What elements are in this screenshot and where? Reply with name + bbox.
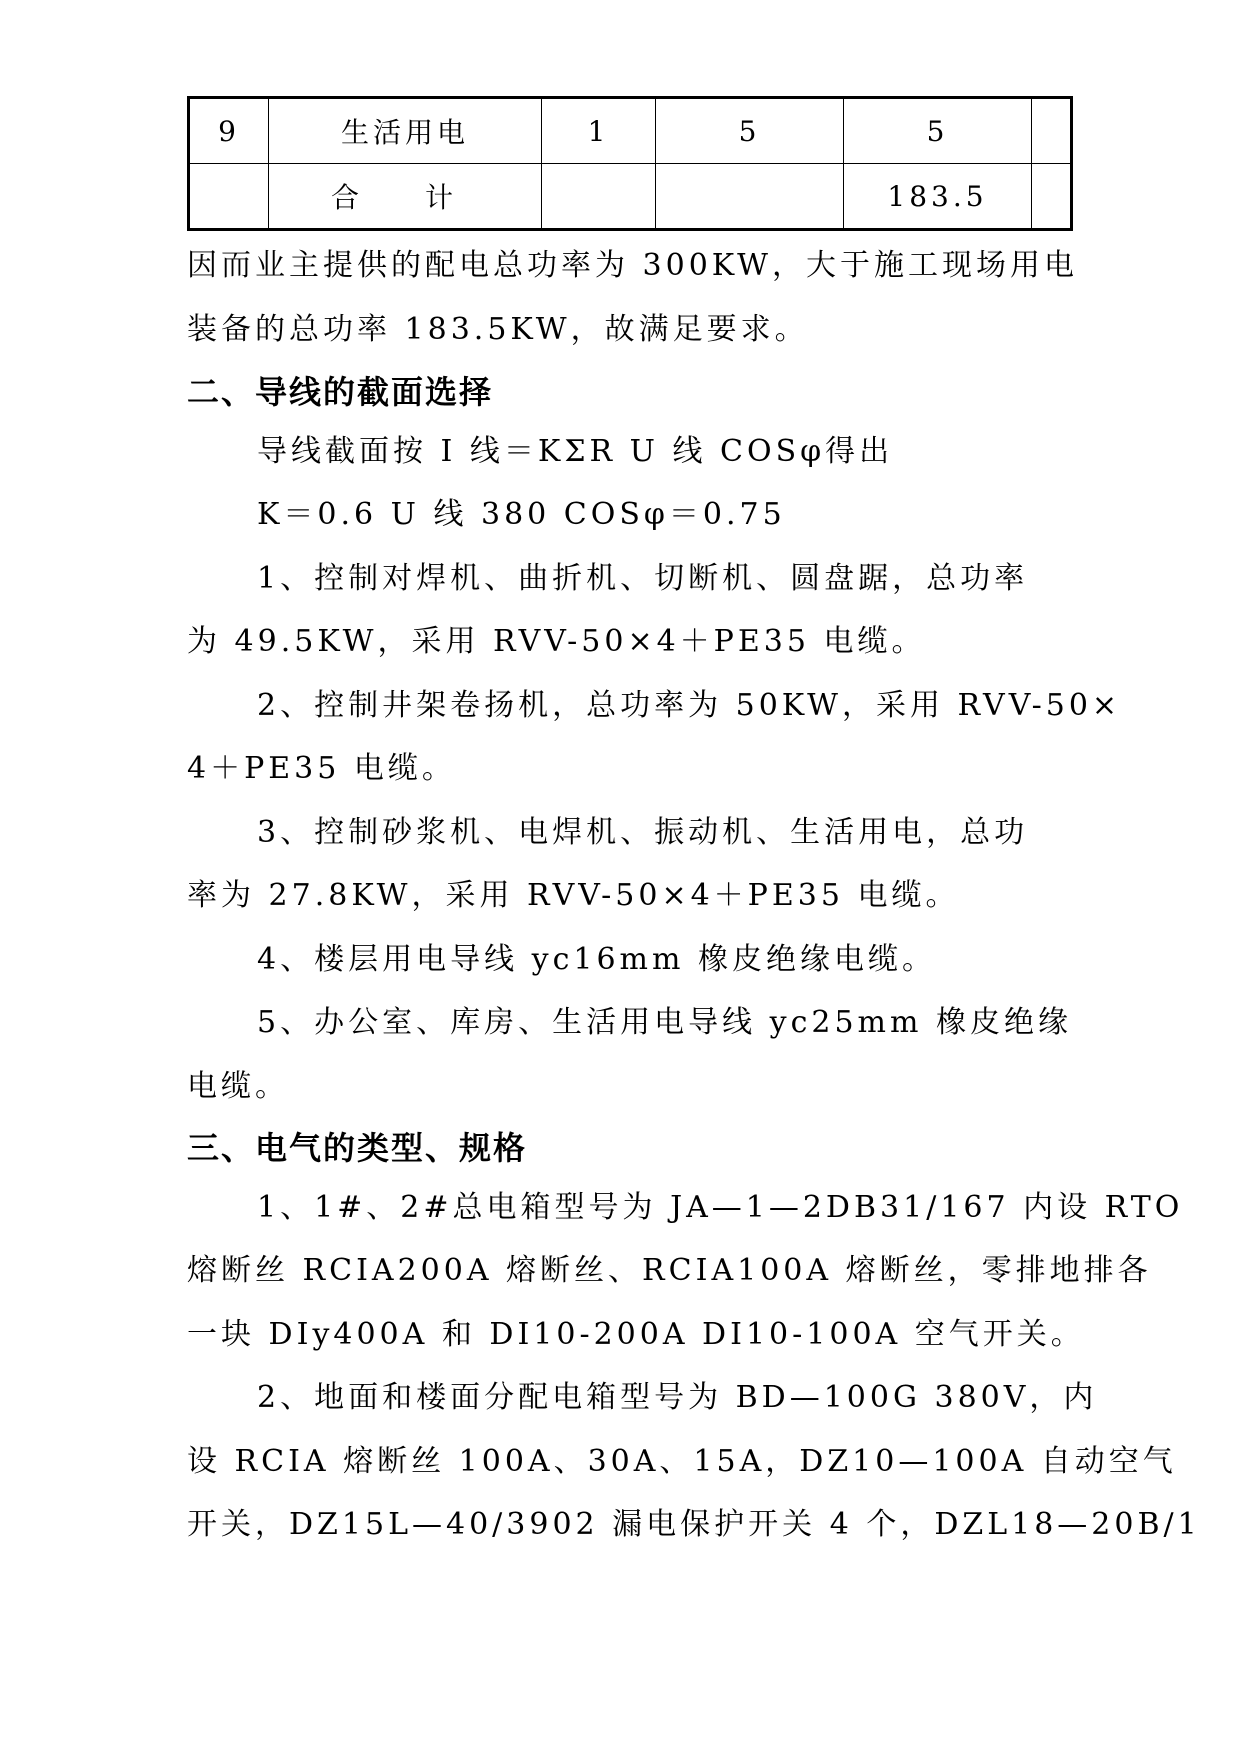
list-item-line: 4＋PE35 电缆。 bbox=[187, 751, 456, 786]
list-item-line: 率为 27.8KW，采用 RVV-50×4＋PE35 电缆。 bbox=[187, 878, 960, 913]
list-item-line: 电缆。 bbox=[187, 1069, 289, 1104]
table-cell bbox=[1032, 98, 1072, 164]
total-value-cell: 183.5 bbox=[844, 164, 1032, 230]
table-cell bbox=[1032, 164, 1072, 230]
list-item-line: 1、1#、2#总电箱型号为 JA—1—2DB31/167 内设 RTO bbox=[257, 1190, 1184, 1225]
list-item-line: 为 49.5KW，采用 RVV-50×4＋PE35 电缆。 bbox=[187, 624, 926, 659]
table-cell: 1 bbox=[542, 98, 656, 164]
table-cell: 5 bbox=[844, 98, 1032, 164]
paragraph-line: 装备的总功率 183.5KW，故满足要求。 bbox=[187, 312, 809, 347]
list-item-line: 开关，DZ15L—40/3902 漏电保护开关 4 个，DZL18—20B/1 bbox=[187, 1507, 1201, 1542]
section-heading: 二、导线的截面选择 bbox=[187, 373, 494, 411]
table-cell: 5 bbox=[656, 98, 844, 164]
total-label-cell: 合计 bbox=[269, 164, 542, 230]
parameters-line: K＝0.6 U 线 380 COSφ＝0.75 bbox=[257, 497, 786, 532]
table-row bbox=[189, 164, 1072, 230]
list-item-line: 熔断丝 RCIA200A 熔断丝、RCIA100A 熔断丝，零排地排各 bbox=[187, 1253, 1152, 1288]
section-heading: 三、电气的类型、规格 bbox=[187, 1129, 528, 1167]
table-row bbox=[189, 98, 1072, 164]
list-item-line: 1、控制对焊机、曲折机、切断机、圆盘踞，总功率 bbox=[257, 561, 1029, 596]
table-cell: 生活用电 bbox=[269, 98, 542, 164]
paragraph-line: 因而业主提供的配电总功率为 300KW，大于施工现场用电 bbox=[187, 248, 1078, 283]
list-item-line: 2、地面和楼面分配电箱型号为 BD—100G 380V，内 bbox=[257, 1380, 1098, 1415]
list-item-line: 3、控制砂浆机、电焊机、振动机、生活用电，总功 bbox=[257, 815, 1029, 850]
list-item-line: 5、办公室、库房、生活用电导线 yc25mm 橡皮绝缘 bbox=[257, 1005, 1072, 1040]
list-item-line: 一块 DIy400A 和 DI10-200A DI10-100A 空气开关。 bbox=[187, 1317, 1085, 1352]
table-cell bbox=[656, 164, 844, 230]
table-cell bbox=[189, 164, 269, 230]
power-table bbox=[187, 96, 1073, 231]
table-cell bbox=[542, 164, 656, 230]
formula-line: 导线截面按 I 线＝KΣR U 线 COSφ得出 bbox=[257, 434, 894, 469]
list-item-line: 4、楼层用电导线 yc16mm 橡皮绝缘电缆。 bbox=[257, 942, 936, 977]
table-cell: 9 bbox=[189, 98, 269, 164]
list-item-line: 设 RCIA 熔断丝 100A、30A、15A，DZ10—100A 自动空气 bbox=[187, 1444, 1177, 1479]
list-item-line: 2、控制井架卷扬机，总功率为 50KW，采用 RVV-50× bbox=[257, 688, 1122, 723]
